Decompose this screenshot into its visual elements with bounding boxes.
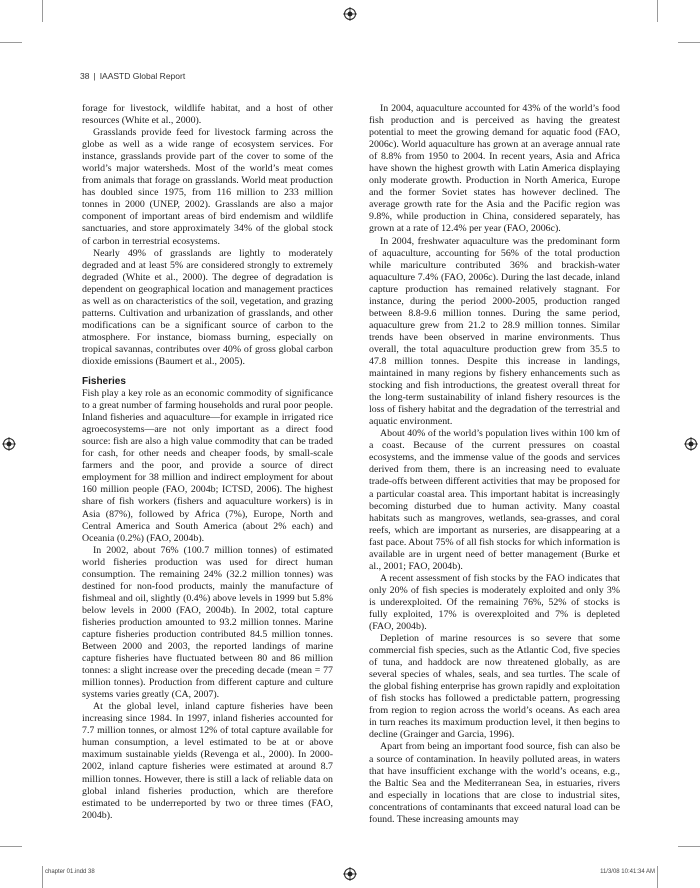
paragraph: In 2002, about 76% (100.7 million tonnes) of estimated world fisheries production was used for direct human consumption. The remaining 24% (32.2 million tonnes) was destined for non-food products, mainly the manufacture of fishmeal and oil, slightly (0.4%) above levels in 1999 but 5.8% below levels in 2000 (FAO, 2004b). In 2002, total capture fisheries production amounted to 93.2 million tonnes. Marine capture fisheries production contributed 84.5 million tonnes. Between 2000 and 2003, the reported landings of marine capture fisheries have fluctuated between 80 and 86 million tonnes: a slight increase over the preceding decade (mean = 77 million tonnes). Production from different capture and culture systems varies greatly (CA, 2007). (82, 544, 333, 701)
paragraph: A recent assessment of fish stocks by the FAO indicates that only 20% of fish species is moderately exploited and only 3% is underexploited. Of the remaining 76%, 52% of stocks is fully exploited, 17% is overexploited and 7% is depleted (FAO, 2004b). (369, 572, 620, 633)
registration-mark-icon (343, 867, 357, 881)
slug-file: chapter 01.indd 38 (45, 869, 95, 875)
right-column (369, 103, 620, 826)
crop-mark (0, 846, 22, 847)
paragraph: forage for livestock, wildlife habitat, and a host of other resources (White et al., 2000). (82, 103, 333, 127)
paragraph: Fish play a key role as an economic commodity of significance to a great number of farming households and rural poor people. Inland fisheries and aquaculture—for example in irrigated rice agroecosystems—are not only important as a direct food source: fish are also a high value commodity that can be traded for cash, for other needs and cheaper foods, by small-scale farmers and the poor, and provide a source of direct employment for 38 million and indirect employment for about 160 million people (FAO, 2004b; ICTSD, 2006). The highest share of fish workers (fishers and aquaculture workers) is in Asia (87%), followed by Africa (7%), Europe, North and Central America and South America (about 2% each) and Oceania (0.2%) (FAO, 2004b). (82, 388, 333, 544)
paragraph: Apart from being an important food source, fish can also be a source of contamination. In heavily polluted areas, in waters that have insufficient exchange with the world’s oceans, e.g., the Baltic Sea and the Mediterranean Sea, in estuaries, rivers and especially in locations that are close to industrial sites, concentrations of contaminants that exceed natural load can be found. These increasing amounts may (369, 741, 620, 825)
section-heading: Fisheries (82, 376, 126, 388)
header-separator: | (93, 71, 96, 81)
paragraph: In 2004, aquaculture accounted for 43% of the world’s food fish production and is perceived as having the greatest potential to meet the growing demand for aquatic food (FAO, 2006c). World aquaculture has grown at an average annual rate of 8.8% from 1950 to 2004. In recent years, Asia and Africa have shown the highest growth with Latin America displaying only moderate growth. Production in North America, Europe and the former Soviet states has however declined. The average growth rate for the Asia and the Pacific region was 9.8%, while production in China, considered separately, has grown at a rate of 12.4% per year (FAO, 2006c). (369, 103, 620, 235)
report-title: IAASTD Global Report (99, 71, 186, 81)
page-number: 38 (80, 71, 90, 81)
crop-mark (657, 866, 658, 888)
paragraph: At the global level, inland capture fisheries have been increasing since 1984. In 1997, inland fisheries accounted for 7.7 million tonnes, or almost 12% of total capture available for human consumption, a level estimated to be at or above maximum sustainable yields (Revenga et al., 2000). In 2000-2002, inland capture fisheries were estimated at around 8.7 million tonnes. However, there is still a lack of reliable data on global inland fisheries production, which are therefore estimated to be underreported by two or three times (FAO, 2004b). (82, 701, 333, 821)
paragraph: Grasslands provide feed for livestock farming across the globe as well as a wide range of ecosystem services. For instance, grasslands provide part of the cover to some of the world’s major watersheds. Most of the world’s meat comes from animals that forage on grasslands. World meat production has doubled since 1975, from 116 million to 233 million tonnes in 2000 (UNEP, 2002). Grasslands are also a major component of important areas of bird endemism and wildlife sanctuaries, and store approximately 34% of the global stock of carbon in terrestrial ecosystems. (82, 127, 333, 247)
registration-mark-icon (2, 437, 16, 451)
left-column (82, 103, 333, 822)
crop-mark (678, 42, 700, 43)
crop-mark (657, 0, 658, 22)
paragraph: About 40% of the world’s population lives within 100 km of a coast. Because of the current pressures on coastal ecosystems, and the immense value of the goods and services derived from them, there is an increasing need to evaluate trade-offs between different activities that may be proposed for a particular coastal area. This important habitat is increasingly becoming disturbed due to human activity. Many coastal habitats such as mangroves, wetlands, sea-grasses, and coral reefs, which are important as nurseries, are disappearing at a fast pace. About 75% of all fish stocks for which information is available are in urgent need of better management (Burke et al., 2001; FAO, 2004b). (369, 428, 620, 572)
paragraph: In 2004, freshwater aquaculture was the predominant form of aquaculture, accounting for 56% of the total production while mariculture contributed 36% and brackish-water aquaculture 7.4% (FAO, 2006c). During the last decade, inland capture production has remained relatively stagnant. For instance, during the period 2000-2005, production ranged between 8.8-9.6 million tonnes. During the same period, aquaculture grew from 21.2 to 28.9 million tonnes. Similar trends have been observed in marine environments. Thus overall, the total aquaculture production grew from 35.5 to 47.8 million tonnes. Despite this increase in landings, maintained in many regions by fishery enhancements such as stocking and fish introductions, the greatest overall threat for the long-term sustainability of inland fishery resources is the loss of fishery habitat and the degradation of the terrestrial and aquatic environment. (369, 235, 620, 428)
registration-mark-icon (343, 7, 357, 21)
registration-mark-icon (684, 437, 698, 451)
crop-mark (678, 846, 700, 847)
crop-mark (42, 866, 43, 888)
crop-mark (42, 0, 43, 22)
crop-mark (0, 42, 22, 43)
paragraph: Nearly 49% of grasslands are lightly to moderately degraded and at least 5% are considered strongly to extremely degraded (White et al., 2000). The degree of degradation is dependent on geographical location and management practices as well as on characteristics of the soil, vegetation, and grazing patterns. Cultivation and urbanization of grasslands, and other modifications can be a significant source of carbon to the atmosphere. For instance, biomass burning, especially on tropical savannas, contributes over 40% of gross global carbon dioxide emissions (Baumert et al., 2005). (82, 247, 333, 367)
running-header (80, 71, 185, 81)
paragraph: Depletion of marine resources is so severe that some commercial fish species, such as the Atlantic Cod, five species of tuna, and haddock are now threatened globally, as are several species of whales, seals, and sea turtles. The scale of the global fishing enterprise has grown rapidly and exploitation of fish stocks has followed a predictable pattern, progressing from region to region across the world’s oceans. As each area in turn reaches its maximum production level, it then begins to decline (Grainger and Garcia, 1996). (369, 633, 620, 741)
slug-date-time: 11/3/08 10:41:34 AM (600, 869, 655, 875)
